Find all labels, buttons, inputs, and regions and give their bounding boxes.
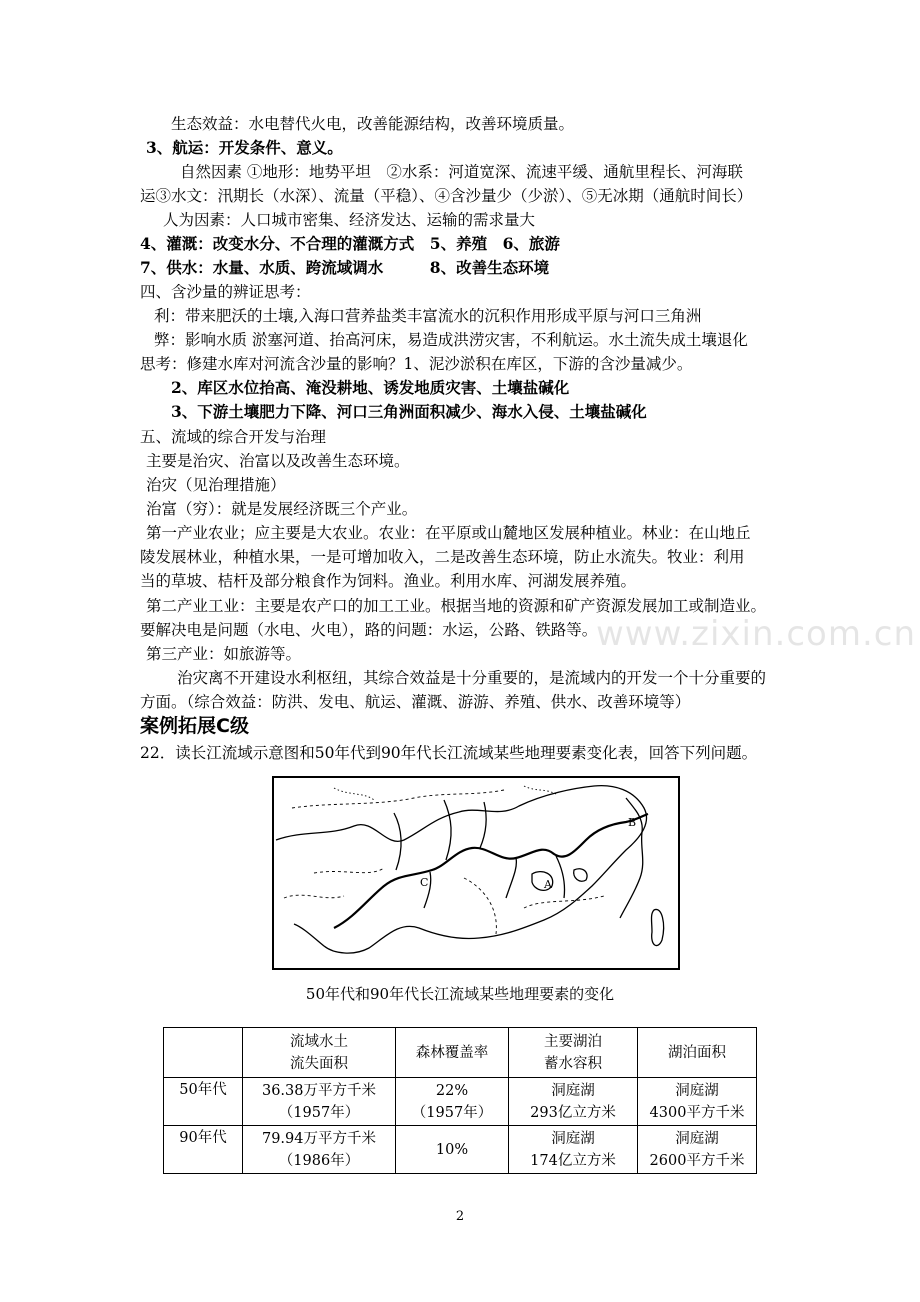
header-cell — [243, 1028, 396, 1078]
map-label-a: A — [544, 878, 552, 891]
cell-lines: 洞庭湖 174亿立方米 — [530, 1130, 616, 1169]
tributary — [444, 800, 451, 860]
contour-line — [334, 788, 374, 800]
page-number: 2 — [455, 1209, 465, 1224]
header-cell-line: 流域水土 流失面积 — [290, 1033, 348, 1072]
text-line: 当的草坡、桔杆及部分粮食作为饲料。渔业。利用水库、河湖发展养殖。 — [140, 572, 637, 590]
cell-lines: 36.38万平方千米 （1957年） — [261, 1082, 376, 1121]
tributary — [506, 858, 516, 898]
section-heading: 五、流域的综合开发与治理 — [140, 428, 327, 446]
text-line: 第二产业工业：主要是农产口的加工工业。根据当地的资源和矿产资源发展加工或制造业。 — [146, 597, 767, 615]
map-label-b: B — [628, 816, 637, 829]
text-line: 2、库区水位抬高、淹没耕地、诱发地质灾害、土壤盐碱化 — [171, 378, 570, 397]
table-cell — [638, 1078, 757, 1126]
row-label: 90年代 — [164, 1126, 243, 1174]
text-line: 主要是治灾、治富以及改善生态环境。 — [146, 452, 410, 470]
text-line: 治灾离不开建设水利枢纽，其综合效益是十分重要的，是流域内的开发一个十分重要的 — [177, 669, 767, 687]
table-caption: 50年代和90年代长江流域某些地理要素的变化 — [305, 985, 615, 1003]
text-line: 治富（穷）：就是发展经济既三个产业。 — [146, 500, 418, 518]
text-line: 生态效益：水电替代火电，改善能源结构，改善环境质量。 — [171, 115, 575, 133]
text-line: 利：带来肥沃的土壤,入海口营养盐类丰富流水的沉积作用形成平原与河口三角洲 — [154, 307, 702, 325]
table-row — [164, 1126, 757, 1174]
text-line: 弊：影响水质 淤塞河道、抬高河床，易造成洪涝灾害，不利航运。水土流失成土壤退化 — [154, 331, 748, 349]
text-line: 方面。（综合效益：防洪、发电、航运、灌溉、游游、养殖、供水、改善环境等） — [140, 693, 691, 711]
header-cell: 湖泊面积 — [638, 1028, 757, 1078]
text-line: 要解决电是问题（水电、火电），路的问题：水运，公路、铁路等。 — [140, 621, 598, 639]
yangtze-river — [334, 814, 648, 928]
header-cell: 森林覆盖率 — [396, 1028, 509, 1078]
row-label: 50年代 — [164, 1078, 243, 1126]
text-line: 4、灌溉：改变水分、不合理的灌溉方式 5、养殖 6、旅游 — [140, 234, 560, 253]
yangtze-basin-map — [272, 776, 680, 970]
table-cell — [396, 1126, 509, 1174]
watermark: www.zixin.com.cn — [596, 614, 916, 654]
cell-lines: 洞庭湖 4300平方千米 — [649, 1082, 745, 1121]
text-line: 第三产业：如旅游等。 — [146, 645, 302, 663]
cell-lines: 79.94万平方千米 （1986年） — [261, 1130, 376, 1169]
text-line: 3、航运：开发条件、意义。 — [146, 138, 343, 157]
text-line: 3、下游土壤肥力下降、河口三角洲面积减少、海水入侵、土壤盐碱化 — [171, 402, 647, 421]
cell-lines: 10% — [435, 1141, 469, 1158]
header-cell — [509, 1028, 638, 1078]
basin-boundary — [276, 786, 647, 953]
poyang-lake — [574, 869, 587, 882]
table-cell — [509, 1126, 638, 1174]
table-header-row — [164, 1028, 757, 1078]
text-line: 7、供水：水量、水质、跨流域调水 8、改善生态环境 — [140, 258, 550, 277]
case-heading: 案例拓展C级 — [140, 715, 249, 737]
tributary — [556, 856, 565, 898]
text-line: 自然因素 ①地形：地势平坦 ②水系：河道宽深、流速平缓、通航里程长、河海联 — [180, 163, 743, 181]
header-cell-line: 主要湖泊 蓄水容积 — [544, 1033, 602, 1072]
province-boundary — [284, 895, 344, 898]
table-row — [164, 1078, 757, 1126]
table-cell — [243, 1078, 396, 1126]
table-cell — [509, 1078, 638, 1126]
contour-line — [524, 786, 556, 794]
taiwan-island — [652, 909, 664, 945]
text-line: 第一产业农业；应主要是大农业。农业：在平原或山麓地区发展种植业。林业：在山地丘 — [146, 524, 751, 542]
map-drawing — [274, 778, 678, 968]
map-label-c: C — [420, 876, 429, 889]
cell-lines: 洞庭湖 293亿立方米 — [530, 1082, 616, 1121]
table-cell — [638, 1126, 757, 1174]
province-boundary — [464, 878, 496, 934]
text-line: 治灾（见治理措施） — [146, 476, 286, 494]
text-line: 陵发展林业，种植水果，一是可增加收入，二是改善生态环境，防止水流失。牧业：利用 — [140, 548, 745, 566]
text-line: 运③水文：汛期长（水深）、流量（平稳）、④含沙量少（少淤）、⑤无冰期（通航时间长） — [140, 187, 753, 205]
question-text: 22．读长江流域示意图和50年代到90年代长江流域某些地理要素变化表，回答下列问题。 — [140, 744, 758, 762]
tributary — [480, 802, 486, 848]
header-cell — [164, 1028, 243, 1078]
cell-lines: 22% （1957年） — [411, 1082, 493, 1121]
text-line: 思考：修建水库对河流含沙量的影响？1、泥沙淤积在库区，下游的含沙量减少。 — [140, 355, 693, 373]
table-cell — [243, 1126, 396, 1174]
province-boundary — [292, 790, 504, 808]
text-line: 四、含沙量的辨证思考： — [140, 283, 311, 301]
text-line: 人为因素：人口城市密集、经济发达、运输的需求量大 — [163, 211, 536, 229]
province-boundary — [314, 868, 384, 873]
cell-lines: 洞庭湖 2600平方千米 — [649, 1130, 745, 1169]
data-table — [163, 1027, 757, 1174]
table-cell — [396, 1078, 509, 1126]
